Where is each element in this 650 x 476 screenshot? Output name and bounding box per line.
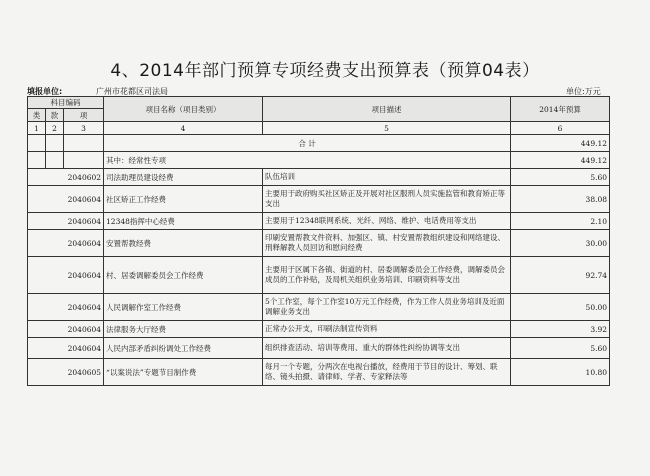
row-desc: 主要用于政府购买社区矫正及开展对社区服刑人员实施监管和教育矫正等支出 (263, 186, 511, 213)
row-value: 50.00 (511, 294, 610, 321)
row-code: 2040604 (28, 294, 104, 321)
table-row (28, 359, 610, 386)
sub-total-label: 其中：经常性专项 (104, 152, 511, 169)
index-cell: 6 (511, 122, 610, 135)
row-value: 2.10 (511, 213, 610, 230)
row-value: 30.00 (511, 230, 610, 257)
table-row (28, 169, 610, 186)
unit-name: 广州市花都区司法局 (96, 87, 168, 96)
row-code: 2040602 (28, 169, 104, 186)
header-budget: 2014年预算 (511, 97, 610, 122)
row-desc: 正常办公开支，印刷法制宣传资料 (263, 321, 511, 338)
row-desc: 组织排查活动、培训等费用、重大的群体性纠纷协调等支出 (263, 338, 511, 359)
row-name: 村、居委调解委员会工作经费 (104, 257, 263, 294)
row-value: 10.80 (511, 359, 610, 386)
index-cell: 3 (64, 122, 104, 135)
row-desc: 队伍培训 (263, 169, 511, 186)
row-value: 38.08 (511, 186, 610, 213)
index-cell: 1 (28, 122, 46, 135)
row-name: 12348指挥中心经费 (104, 213, 263, 230)
row-name: 社区矫正工作经费 (104, 186, 263, 213)
row-desc: 印刷安置帮教文件资料、加强区、镇、村安置帮教组织建设和网络建设、刑释解教人员回访和慰问经费 (263, 230, 511, 257)
index-row (28, 122, 610, 135)
table-row (28, 230, 610, 257)
table-row (28, 186, 610, 213)
header-lei: 类 (28, 109, 46, 122)
table-row (28, 321, 610, 338)
table-row (28, 257, 610, 294)
row-code: 2040604 (28, 230, 104, 257)
row-name: 人民调解作室工作经费 (104, 294, 263, 321)
unit-label: 填报单位: (27, 87, 63, 96)
table-row (28, 213, 610, 230)
page-title: 4、2014年部门预算专项经费支出预算表（预算04表） (110, 61, 540, 81)
money-unit: 单位:万元 (566, 87, 601, 96)
row-name: 法律服务大厅经费 (104, 321, 263, 338)
total-row (28, 135, 610, 152)
header-project-name: 项目名称（项目类别） (104, 97, 263, 122)
sub-total-row (28, 152, 610, 169)
row-value: 5.60 (511, 169, 610, 186)
row-code: 2040604 (28, 186, 104, 213)
row-name: 人民内部矛盾纠纷调处工作经费 (104, 338, 263, 359)
row-name: 安置帮教经费 (104, 230, 263, 257)
row-value: 5.60 (511, 338, 610, 359)
row-code: 2040604 (28, 321, 104, 338)
row-code: 2040604 (28, 213, 104, 230)
row-desc: 主要用于区属下各镇、街道的村、居委调解委员会工作经费，调解委员会成员的工作补贴，及局机关组织业务培训、印刷资料等支出 (263, 257, 511, 294)
row-value: 3.92 (511, 321, 610, 338)
index-cell: 5 (263, 122, 511, 135)
header-subject-code: 科目编码 (28, 97, 104, 109)
row-code: 2040604 (28, 338, 104, 359)
header-xiang: 项 (64, 109, 104, 122)
row-desc: 5个工作室，每个工作室10万元工作经费，作为工作人员业务培训及近面调解业务支出 (263, 294, 511, 321)
index-cell: 2 (46, 122, 64, 135)
table-row (28, 338, 610, 359)
index-cell: 4 (104, 122, 263, 135)
row-desc: 主要用于12348联网系统、光纤、网络、维护、电话费用等支出 (263, 213, 511, 230)
row-name: “以案说法”专题节目制作费 (104, 359, 263, 386)
total-value: 449.12 (511, 135, 610, 152)
row-code: 2040604 (28, 257, 104, 294)
budget-table (27, 96, 610, 386)
total-label: 合 计 (104, 135, 511, 152)
row-desc: 每月一个专题，分两次在电视台播放，经费用于节目的设计、筹划、联络、镜头拍摄、请律师、学者、专家释法等 (263, 359, 511, 386)
row-code: 2040605 (28, 359, 104, 386)
table-row (28, 294, 610, 321)
row-value: 92.74 (511, 257, 610, 294)
header-kuan: 款 (46, 109, 64, 122)
row-name: 司法助理员建设经费 (104, 169, 263, 186)
header-project-desc: 项目描述 (263, 97, 511, 122)
sub-total-value: 449.12 (511, 152, 610, 169)
